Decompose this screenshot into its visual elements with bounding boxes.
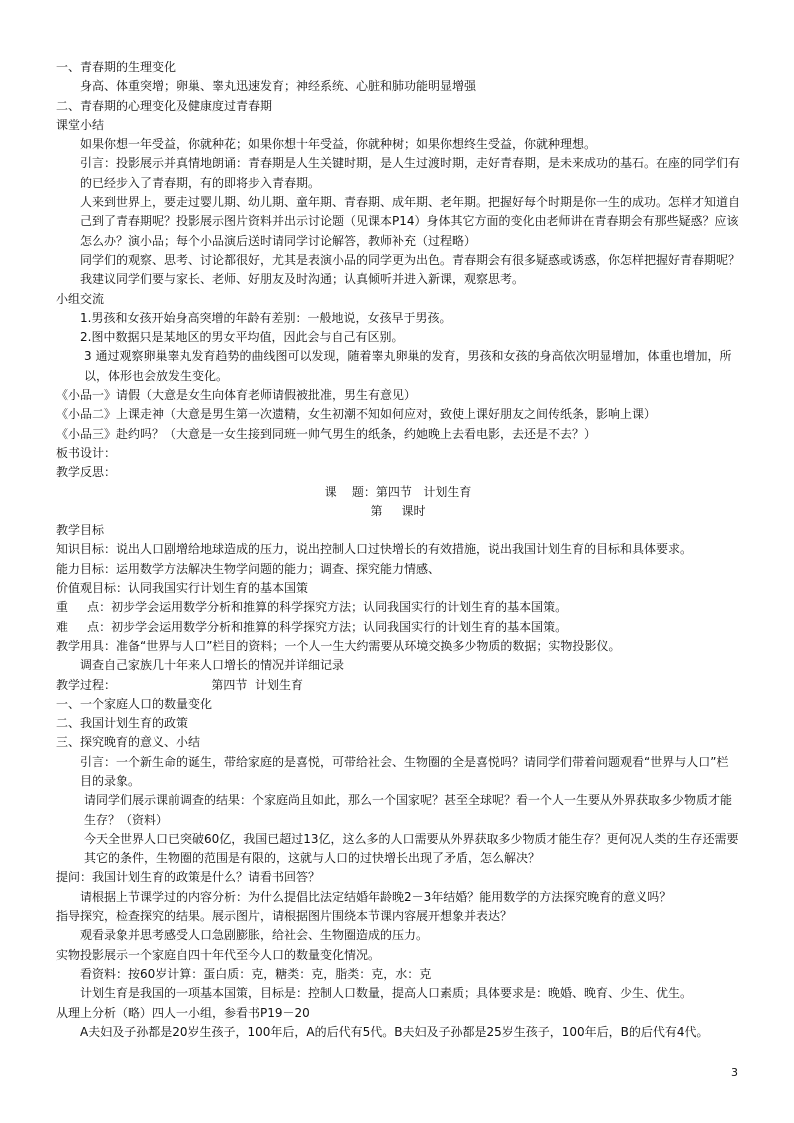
section-title: 教学目标 xyxy=(56,523,105,538)
skit-line: 《小品三》赴约吗？（大意是一女生接到同班一帅气男生的纸条，约她晚上去看电影，去还是不去？） xyxy=(56,426,597,441)
list-item: 3 通过观察卵巢睾丸发育趋势的曲线图可以发现，随着睾丸卵巢的发育，男孩和女孩的身高依次明显增加，体重也增加，所以，体形也会放发生变化。 xyxy=(84,349,732,383)
section-title: 小组交流 xyxy=(56,291,105,306)
text-line: A夫妇及子孙都是20岁生孩子，100年后，A的后代有5代。B夫妇及子孙都是25岁生孩子，100年后，B的后代有4代。 xyxy=(80,1024,709,1039)
paragraph: 人来到世界上，要走过婴儿期、幼儿期、童年期、青春期、成年期、老年期。把握好每个时期是你一生的成功。怎样才知道自己到了青春期呢？投影展示图片资料并出示讨论题（见课本P14）身体其它方面的变化由老师讲在青春期会有那些疑惑？应该怎么办？演小品；每个小品演后送时请同学讨论解答，教师补充（过程略） xyxy=(80,195,741,248)
difficulty-line: 难 点：初步学会运用数学分析和推算的科学探究方法；认同我国实行的计划生育的基本国策。 xyxy=(56,619,568,634)
reflection-label: 教学反思： xyxy=(56,465,117,480)
outline-item: 二、我国计划生育的政策 xyxy=(56,716,189,731)
heading-2: 二、青春期的心理变化及健康度过青春期 xyxy=(56,98,273,113)
lesson-title: 课 题：第四节 计划生育 xyxy=(324,484,472,499)
text-line: 指导探究，检查探究的结果。展示图片，请根据图片围绕本节课内容展开想象并表达？ xyxy=(56,909,513,924)
paragraph: 同学们的观察、思考、讨论都很好，尤其是表演小品的同学更为出色。青春期会有很多疑惑或诱惑，你怎样把握好青春期呢？我建议同学们要与家长、老师、好朋友及时沟通；认真倾听并进入新课，观察思考。 xyxy=(80,252,741,287)
text-line: 如果你想一年受益，你就种花；如果你想十年受益，你就种树；如果你想终生受益，你就种理想。 xyxy=(80,137,597,152)
heading-1: 一、青春期的生理变化 xyxy=(56,60,177,74)
key-point-line: 重 点：初步学会运用数学分析和推算的科学探究方法；认同我国实行的计划生育的基本国策。 xyxy=(56,600,568,615)
skit-line: 《小品一》请假（大意是女生向体育老师请假被批准，男生有意见） xyxy=(56,388,417,403)
text-line: 计划生育是我国的一项基本国策，目标是：控制人口数量，提高人口素质；具体要求是：晚婚、晚育、少生、优生。 xyxy=(80,986,693,1001)
document-body xyxy=(56,58,740,1042)
text-line: 调查自己家族几十年来人口增长的情况并详细记录 xyxy=(80,658,345,673)
outline-item: 三、探究晚育的意义、小结 xyxy=(56,735,201,750)
list-item: 1.男孩和女孩开始身高突增的年龄有差别：一般地说，女孩早于男孩。 xyxy=(80,310,452,325)
outline-item: 一、一个家庭人口的数量变化 xyxy=(56,696,213,711)
text-line: 从理上分析（略）四人一小组，参看书P19－20 xyxy=(56,1005,310,1020)
text-line: 观看录象并思考感受人口急剧膨胀，给社会、生物圈造成的压力。 xyxy=(80,928,429,943)
text-line: 看资料：按60岁计算：蛋白质：克，糖类：克，脂类：克，水：克 xyxy=(80,966,432,981)
goal-line: 价值观目标：认同我国实行计划生育的基本国策 xyxy=(56,581,309,596)
list-item: 2.图中数据只是某地区的男女平均值，因此会与自己有区别。 xyxy=(80,330,404,345)
paragraph: 引言：投影展示并真情地朗诵：青春期是人生关键时期，是人生过渡时期，走好青春期，是未来成功的基石。在座的同学们有的已经步入了青春期，有的即将步入青春期。 xyxy=(80,156,741,190)
tools-line: 教学用具：准备“世界与人口”栏目的资料；一个人一生大约需要从环境交换多少物质的数据；实物投影仪。 xyxy=(56,638,621,653)
lesson-period: 第 课时 xyxy=(370,503,426,518)
paragraph: 今天全世界人口已突破60亿，我国已超过13亿，这么多的人口需要从外界获取多少物质才能生存？更何况人类的生存还需要其它的条件，生物圈的范围是有限的，这就与人口的过快增长出现了矛盾，怎么解决？ xyxy=(84,831,739,866)
section-title: 课堂小结 xyxy=(56,117,105,132)
text-line: 身高、体重突增；卵巢、睾丸迅速发育；神经系统、心脏和肺功能明显增强 xyxy=(80,79,477,94)
goal-line: 知识目标：说出人口剧增给地球造成的压力，说出控制人口过快增长的有效措施，说出我国计划生育的目标和具体要求。 xyxy=(56,542,693,557)
question-line: 提问：我国计划生育的政策是什么？请看书回答？ xyxy=(56,870,321,885)
text-line: 请根据上节课学过的内容分析：为什么提倡比法定结婚年龄晚2－3年结婚？能用数学的方法探究晚育的意义吗？ xyxy=(80,889,672,904)
goal-line: 能力目标：运用数学方法解决生物学问题的能力；调查、探究能力情感、 xyxy=(56,561,441,576)
text-line: 实物投影展示一个家庭自四十年代至今人口的数量变化情况。 xyxy=(56,947,381,962)
board-design-label: 板书设计： xyxy=(56,445,117,460)
page-number: 3 xyxy=(731,1066,738,1079)
paragraph: 请同学们展示课前调查的结果：个家庭尚且如此，那么一个国家呢？甚至全球呢？看一个人一生要从外界获取多少物质才能生存？（资料） xyxy=(84,793,733,827)
process-title: 教学过程： 第四节 计划生育 xyxy=(56,677,303,692)
skit-line: 《小品二》上课走神（大意是男生第一次遗精，女生初潮不知如何应对，致使上课好朋友之间传纸条，影响上课） xyxy=(56,407,657,422)
paragraph: 引言：一个新生命的诞生，带给家庭的是喜悦，可带给社会、生物圈的全是喜悦吗？请同学们带着问题观看“世界与人口”栏目的录象。 xyxy=(80,754,729,788)
